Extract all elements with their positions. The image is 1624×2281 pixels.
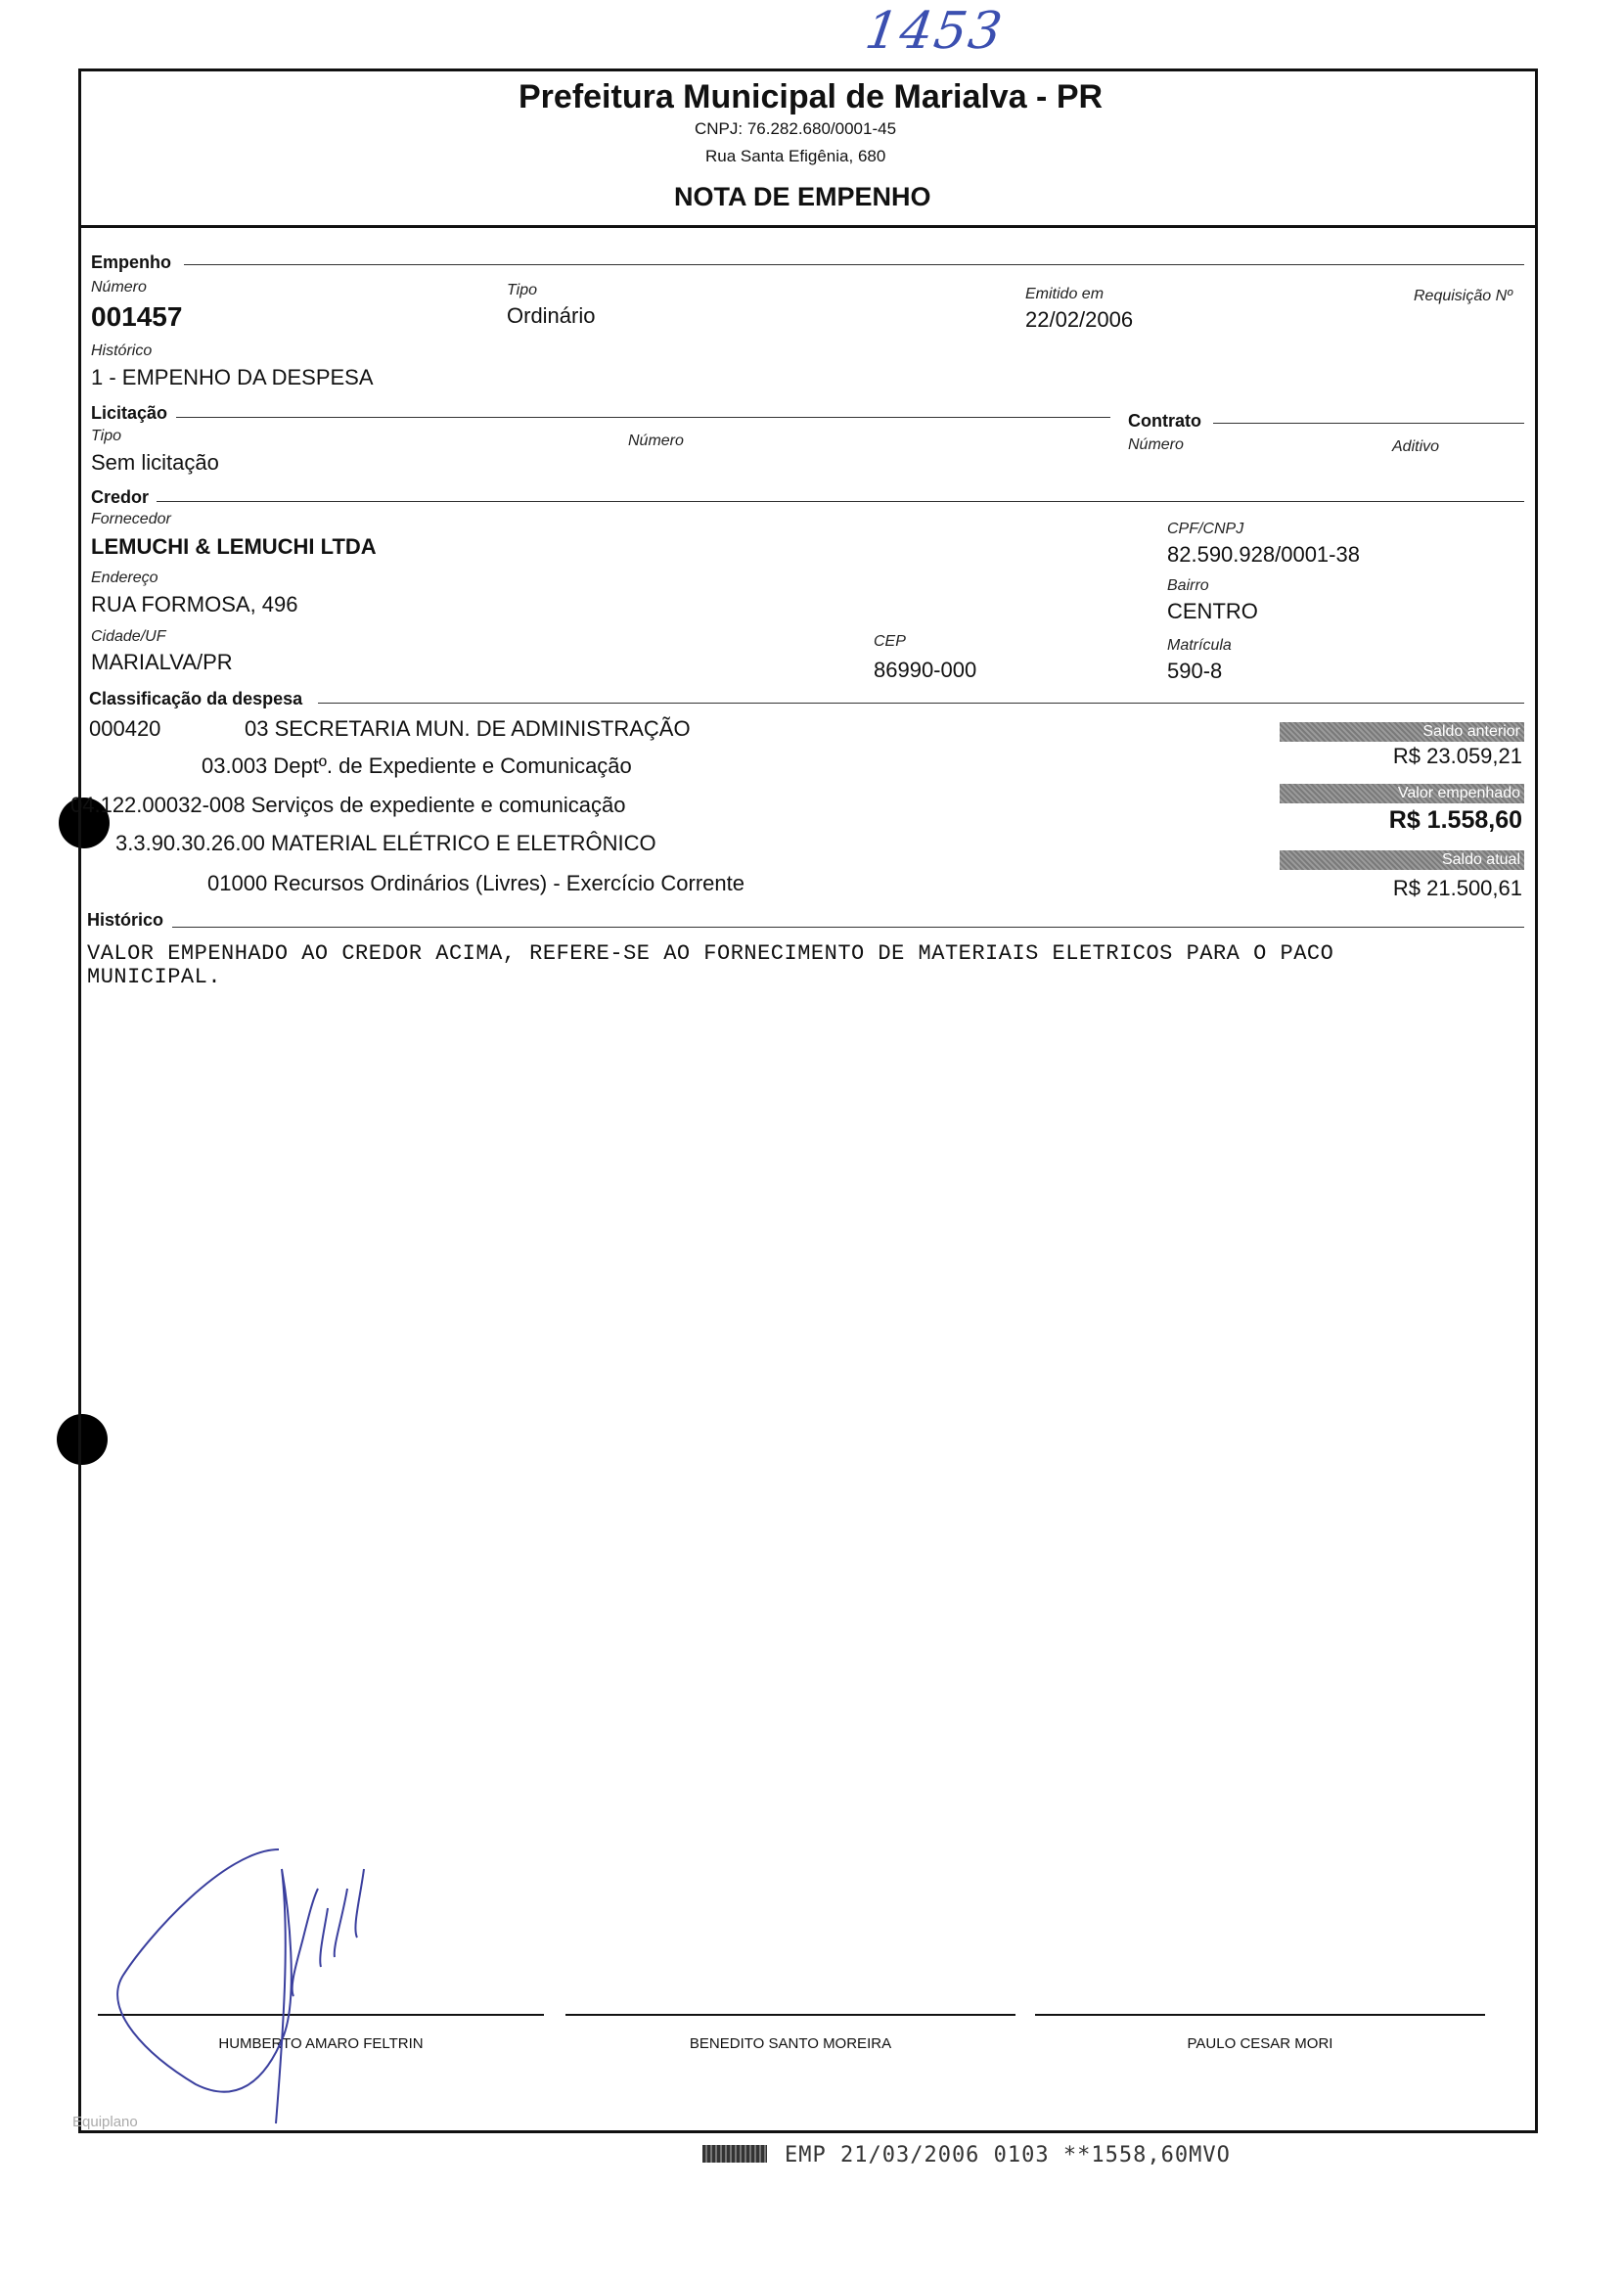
supplier-cep: 86990-000 [874, 658, 977, 682]
section-rule [1213, 423, 1524, 424]
endereco-label: Endereço [91, 570, 158, 586]
valor-empenhado-value: R$ 1.558,60 [1388, 806, 1522, 834]
stamp-logo [702, 2145, 767, 2163]
municipality-address: Rua Santa Efigênia, 680 [705, 147, 886, 165]
section-rule [176, 417, 1110, 418]
section-rule [172, 927, 1524, 928]
bank-stamp: EMP 21/03/2006 0103 **1558,60MVO [785, 2143, 1231, 2167]
empenho-number: 001457 [91, 301, 183, 332]
municipality-cnpj: CNPJ: 76.282.680/0001-45 [695, 119, 897, 138]
licitacao-tipo-label: Tipo [91, 428, 121, 444]
contrato-aditivo-label: Aditivo [1392, 438, 1440, 455]
software-watermark: Equiplano [72, 2114, 138, 2130]
signature-line [1035, 2014, 1485, 2016]
supplier-cnpj: 82.590.928/0001-38 [1167, 542, 1360, 567]
classification-line: 03.003 Deptº. de Expediente e Comunicação [202, 753, 632, 778]
supplier-matricula: 590-8 [1167, 659, 1223, 683]
section-rule [157, 501, 1524, 502]
supplier-bairro: CENTRO [1167, 599, 1258, 623]
historico-text-line: MUNICIPAL. [87, 965, 222, 989]
contrato-numero-label: Número [1128, 436, 1184, 453]
section-empenho: Empenho [91, 252, 172, 272]
section-rule [318, 703, 1524, 704]
signatory-name: PAULO CESAR MORI [1187, 2035, 1333, 2052]
classification-line: 3.3.90.30.26.00 MATERIAL ELÉTRICO E ELETRÔNICO [115, 831, 656, 855]
section-contrato: Contrato [1128, 411, 1201, 431]
requisicao-label: Requisição Nº [1414, 288, 1512, 304]
bairro-label: Bairro [1167, 577, 1209, 594]
signature-line [565, 2014, 1015, 2016]
supplier-name: LEMUCHI & LEMUCHI LTDA [91, 534, 377, 559]
classification-line: 03 SECRETARIA MUN. DE ADMINISTRAÇÃO [245, 716, 691, 741]
section-historico: Histórico [87, 910, 164, 930]
municipality-title: Prefeitura Municipal de Marialva - PR [519, 78, 1104, 115]
saldo-atual-value: R$ 21.500,61 [1392, 876, 1522, 900]
licitacao-type: Sem licitação [91, 450, 219, 475]
section-credor: Credor [91, 487, 150, 507]
licitacao-numero-label: Número [628, 433, 684, 449]
valor-empenhado-bar: Valor empenhado [1280, 784, 1524, 803]
issue-date: 22/02/2006 [1025, 307, 1134, 332]
section-licitacao: Licitação [91, 403, 168, 423]
saldo-anterior-bar: Saldo anterior [1280, 722, 1524, 742]
section-rule [184, 264, 1524, 265]
section-classificacao: Classificação da despesa [89, 689, 303, 708]
cidade-label: Cidade/UF [91, 628, 166, 645]
supplier-city: MARIALVA/PR [91, 650, 233, 674]
fornecedor-label: Fornecedor [91, 511, 171, 527]
classification-line: 01000 Recursos Ordinários (Livres) - Exercício Corrente [207, 871, 744, 895]
supplier-address: RUA FORMOSA, 496 [91, 592, 298, 616]
tipo-label: Tipo [507, 282, 537, 298]
numero-label: Número [91, 279, 147, 296]
historico-text-line: VALOR EMPENHADO AO CREDOR ACIMA, REFERE-SE AO FORNECIMENTO DE MATERIAIS ELETRICOS PARA O PACO [87, 941, 1334, 966]
document-title: NOTA DE EMPENHO [674, 182, 931, 211]
signatory-name: HUMBERTO AMARO FELTRIN [218, 2035, 424, 2052]
matricula-label: Matrícula [1167, 637, 1232, 654]
saldo-anterior-value: R$ 23.059,21 [1392, 744, 1522, 768]
classification-code: 000420 [89, 716, 161, 741]
historico-label: Histórico [91, 342, 153, 359]
empenho-type: Ordinário [507, 303, 596, 328]
empenho-historico: 1 - EMPENHO DA DESPESA [91, 365, 374, 389]
handwritten-page-number: 1453 [861, 2, 1008, 61]
classification-line: 04.122.00032-008 Serviços de expediente e comunicação [70, 793, 626, 817]
cep-label: CEP [874, 633, 906, 650]
signatory-name: BENEDITO SANTO MOREIRA [689, 2035, 892, 2052]
emitido-label: Emitido em [1025, 286, 1105, 302]
header-divider [78, 225, 1538, 228]
handwritten-signature [108, 1830, 421, 2143]
cpf-label: CPF/CNPJ [1167, 521, 1244, 537]
saldo-atual-bar: Saldo atual [1280, 850, 1524, 870]
